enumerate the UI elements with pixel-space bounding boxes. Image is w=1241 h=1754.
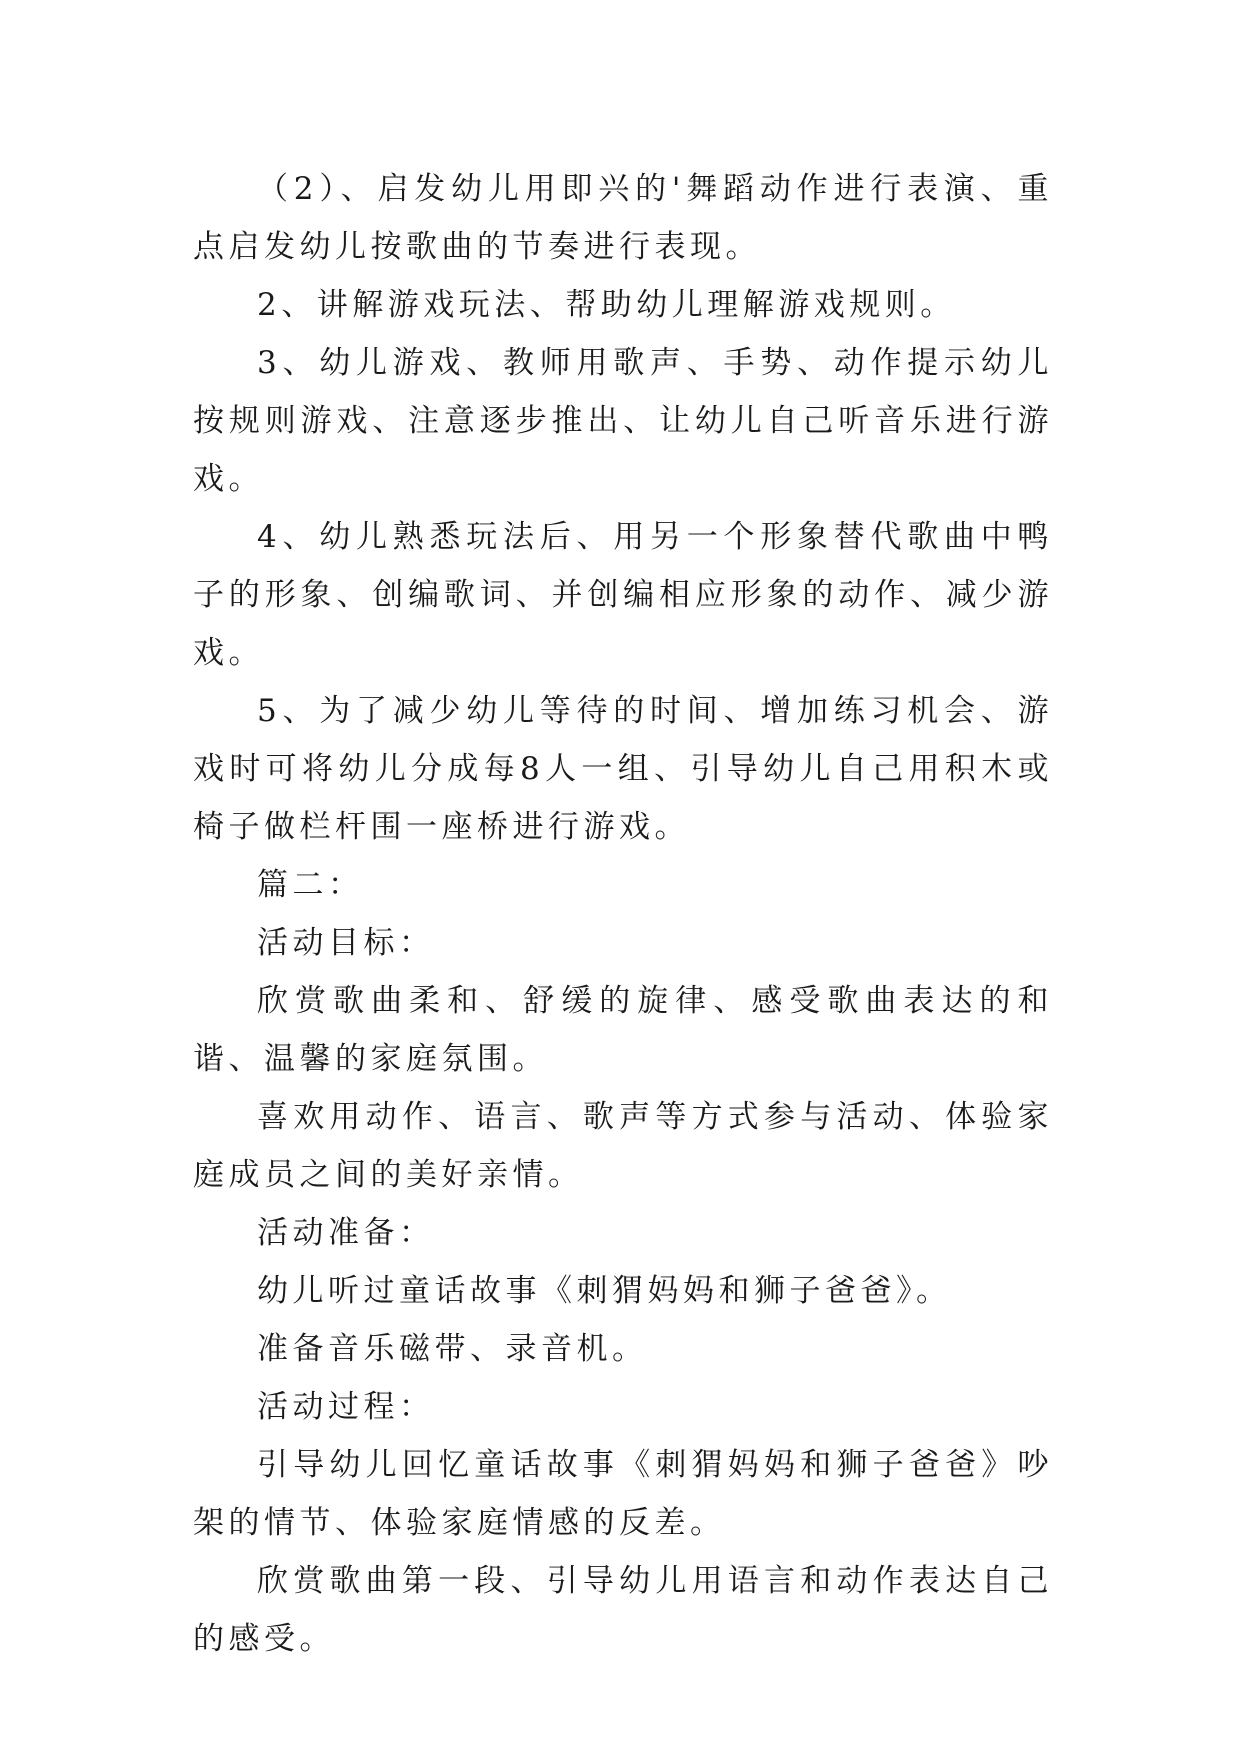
paragraph-3: 3、幼儿游戏、教师用歌声、手势、动作提示幼儿按规则游戏、注意逐步推出、让幼儿自己听音乐进行游戏。 (193, 345, 1053, 497)
paragraph-process-1: 引导幼儿回忆童话故事《刺猬妈妈和狮子爸爸》吵架的情节、体验家庭情感的反差。 (193, 1447, 1053, 1541)
paragraph-process-2: 欣赏歌曲第一段、引导幼儿用语言和动作表达自己的感受。 (193, 1563, 1053, 1657)
paragraph-2: 2、讲解游戏玩法、帮助幼儿理解游戏规则。 (257, 287, 956, 323)
section-heading-part-two: 篇二： (257, 867, 364, 903)
document-body (193, 160, 1053, 1668)
heading-activity-preparation: 活动准备： (257, 1215, 435, 1251)
paragraph-prep-1: 幼儿听过童话故事《刺猬妈妈和狮子爸爸》。 (257, 1273, 952, 1309)
paragraph-5: 5、为了减少幼儿等待的时间、增加练习机会、游戏时可将幼儿分成每8人一组、引导幼儿自己用积木或椅子做栏杆围一座桥进行游戏。 (193, 693, 1053, 845)
heading-activity-process: 活动过程： (257, 1389, 435, 1425)
paragraph-prep-2: 准备音乐磁带、录音机。 (257, 1331, 648, 1367)
heading-activity-goals: 活动目标： (257, 925, 435, 961)
paragraph-goal-1: 欣赏歌曲柔和、舒缓的旋律、感受歌曲表达的和谐、温馨的家庭氛围。 (193, 983, 1053, 1077)
paragraph-1: （2）、启发幼儿用即兴的'舞蹈动作进行表演、重点启发幼儿按歌曲的节奏进行表现。 (193, 171, 1053, 265)
paragraph-4: 4、幼儿熟悉玩法后、用另一个形象替代歌曲中鸭子的形象、创编歌词、并创编相应形象的动作、减少游戏。 (193, 519, 1053, 671)
paragraph-goal-2: 喜欢用动作、语言、歌声等方式参与活动、体验家庭成员之间的美好亲情。 (193, 1099, 1053, 1193)
